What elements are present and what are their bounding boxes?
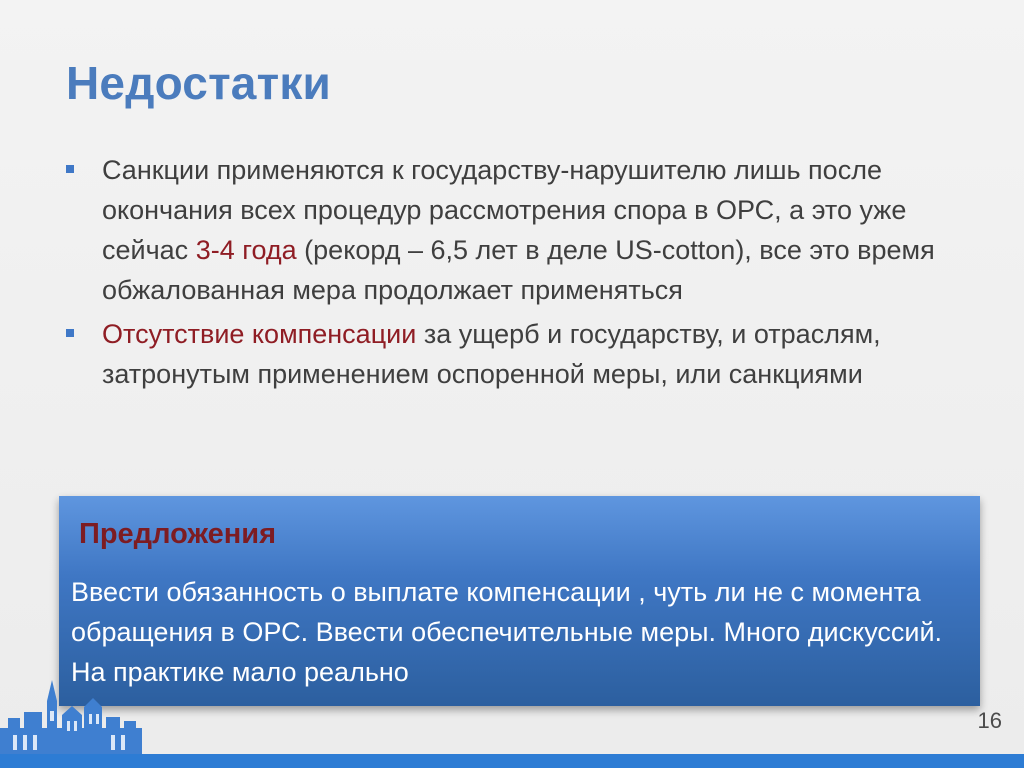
proposal-title: Предложения [79,518,277,550]
bullet-text-prefix: Санкции применяются к государству-нарушителю лишь после окончания всех процедур рассмотрения спора в ОРС, а это уже сейчас [102,155,907,265]
footer-bar [0,754,1024,768]
bullet-text-suffix: (рекорд – 6,5 лет в деле US-cotton), все это время обжалованная мера продолжает применяться [102,235,935,305]
bullet-item-compensation [62,314,967,394]
square-bullet-icon [66,329,74,337]
proposal-box [59,496,980,706]
highlighted-duration: 3-4 года [195,235,297,265]
slide-title: Недостатки [66,57,332,109]
highlighted-compensation: Отсутствие компенсации [102,319,417,349]
proposal-text: Ввести обязанность о выплате компенсации , чуть ли не с момента обращения в ОРС. Ввести обеспечительные меры. Много дискуссий. На практике мало реально [71,577,943,687]
university-building-icon [0,676,142,758]
bullet-item-sanctions [62,150,967,310]
square-bullet-icon [66,165,74,173]
bullet-text-suffix: за ущерб и государству, и отраслям, затронутым применением оспоренной меры, или санкциями [102,319,881,389]
bullet-list [62,150,967,398]
slide-number: 16 [977,708,1002,733]
